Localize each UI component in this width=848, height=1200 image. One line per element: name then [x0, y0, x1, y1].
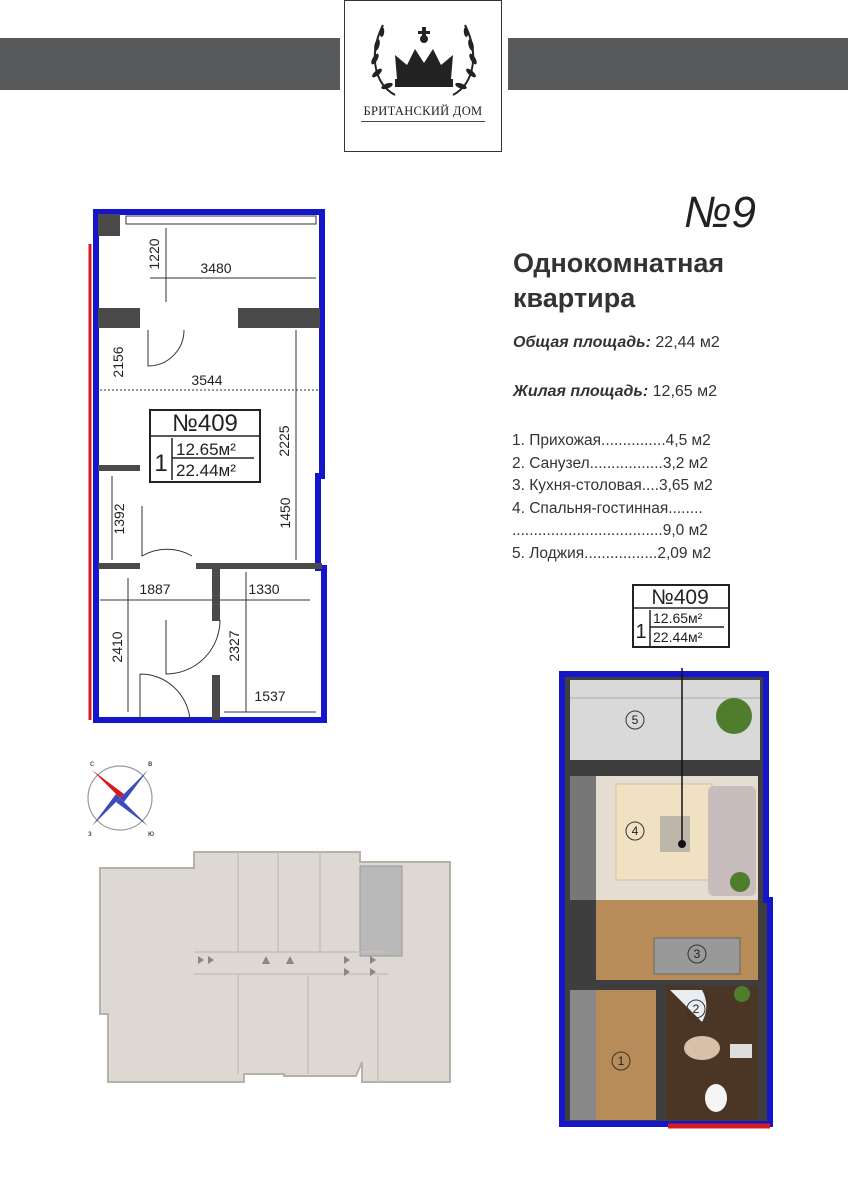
dim-1537: 1537: [254, 688, 286, 704]
apartment-number: №9: [683, 188, 756, 237]
dim-2410: 2410: [109, 631, 125, 663]
room-marker-2: 2: [692, 1002, 700, 1016]
room-list-item: 4. Спальня-гостинная........: [512, 499, 703, 517]
total-area-label: Общая площадь:: [513, 334, 651, 351]
plan-total-area: 22.44м²: [176, 461, 236, 480]
dim-2156: 2156: [110, 346, 126, 378]
title-line-1: Однокомнатная: [513, 248, 725, 278]
compass-e: в: [148, 759, 153, 768]
dim-2327: 2327: [226, 630, 242, 662]
room-list-item: 3. Кухня-столовая....3,65 м2: [512, 477, 713, 494]
furnished-floor-plan: [556, 668, 776, 1130]
room-list-item: 5. Лоджия.................2,09 м2: [512, 544, 712, 562]
compass-s: ю: [148, 829, 154, 838]
compass-north-arrow: [92, 770, 124, 798]
living-area-label: Жилая площадь:: [513, 383, 649, 400]
dim-1450: 1450: [277, 497, 293, 529]
compass-rose: [80, 758, 160, 838]
dim-3480: 3480: [200, 260, 232, 276]
dim-1220: 1220: [146, 238, 162, 270]
building-key-plan: [88, 846, 464, 1090]
plan-rooms-count: 1: [154, 450, 168, 477]
dim-2225: 2225: [276, 425, 292, 457]
render-total-area: 22.44м²: [653, 629, 703, 645]
room-marker-5: 5: [631, 713, 639, 727]
room-marker-3: 3: [693, 947, 701, 961]
room-list-item: 2. Санузел.................3,2 м2: [512, 454, 708, 472]
living-area-value: 12,65 м2: [652, 383, 718, 400]
room-list-item: ...................................9,0 м2: [512, 522, 708, 539]
dim-1330: 1330: [248, 581, 280, 597]
compass-n: с: [90, 759, 94, 768]
plan-living-area: 12.65м²: [176, 440, 236, 459]
total-area-value: 22,44 м2: [655, 334, 720, 351]
room-marker-4: 4: [631, 824, 639, 838]
highlighted-apartment: [360, 866, 402, 956]
dim-1887: 1887: [139, 581, 171, 597]
render-unit-label: [632, 584, 732, 656]
dim-3544: 3544: [191, 372, 223, 388]
render-unit-number: №409: [651, 586, 709, 609]
compass-w: з: [88, 829, 92, 838]
dim-1392: 1392: [111, 503, 127, 535]
title-line-2: квартира: [513, 283, 636, 313]
plan-unit-label: №409: [172, 410, 238, 437]
render-rooms-count: 1: [635, 621, 647, 643]
room-marker-1: 1: [617, 1054, 625, 1068]
brand-name: БРИТАНСКИЙ ДОМ: [363, 104, 483, 118]
render-living-area: 12.65м²: [653, 610, 703, 626]
room-list-item: 1. Прихожая...............4,5 м2: [512, 432, 711, 449]
